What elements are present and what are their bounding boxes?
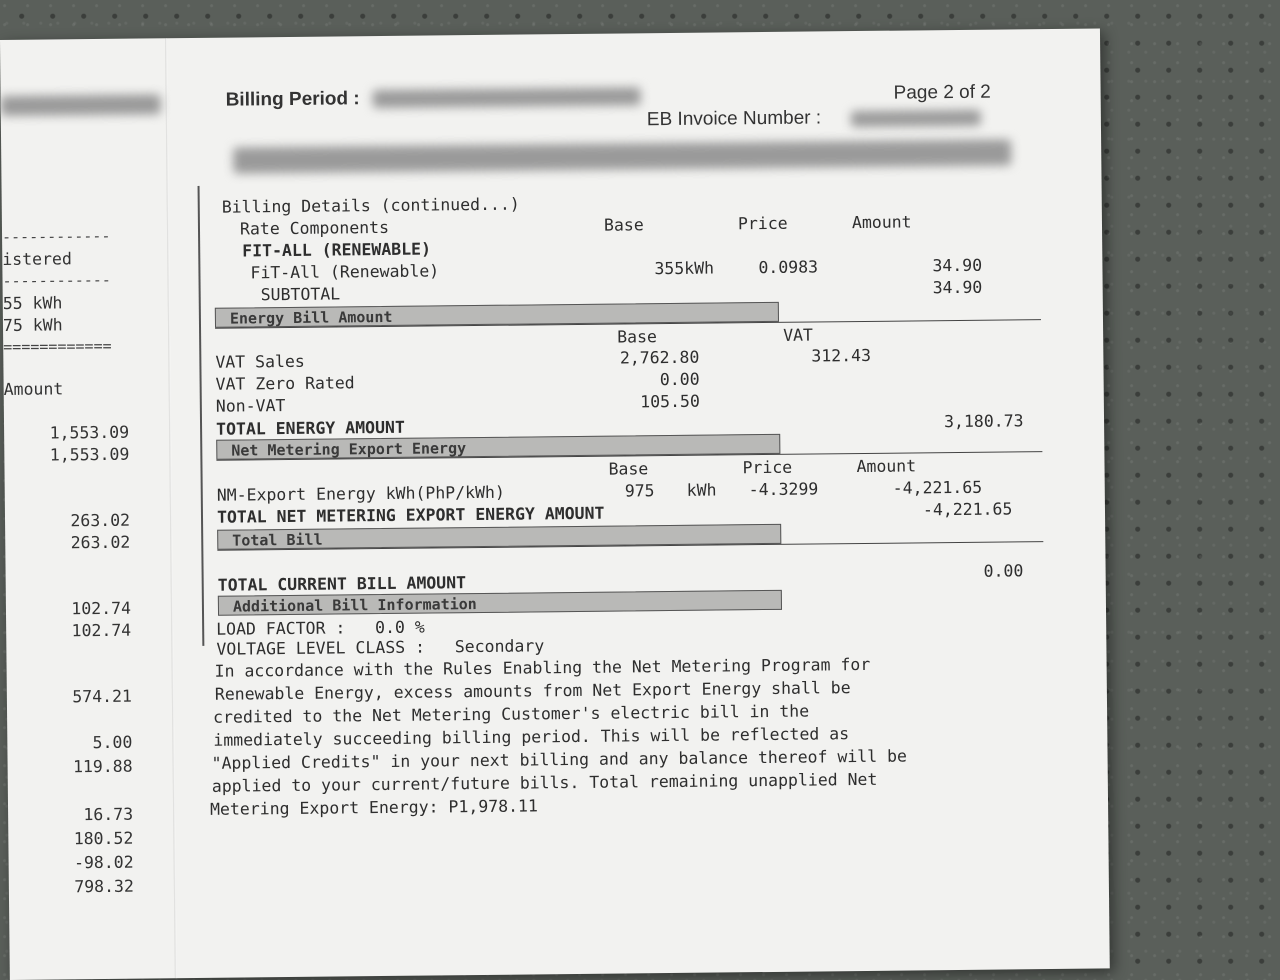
left-border-line xyxy=(198,186,205,646)
voltage-level-class: VOLTAGE LEVEL CLASS : Secondary xyxy=(216,636,545,659)
fit-all-price: 0.0983 xyxy=(758,257,819,278)
nm-col-base: Base xyxy=(608,459,649,479)
nm-export-label: NM-Export Energy kWh(PhP/kWh) xyxy=(216,482,505,505)
col-rate-components: Rate Components xyxy=(239,217,390,239)
left-value: 119.88 xyxy=(72,756,133,777)
subtotal-label: SUBTOTAL xyxy=(260,284,341,305)
redacted-name xyxy=(1,94,161,116)
bill-page xyxy=(0,28,1110,979)
vat-sales-label: VAT Sales xyxy=(215,351,305,372)
non-vat-base: 105.50 xyxy=(640,391,700,412)
left-kwh-2: 75 kWh xyxy=(2,315,63,335)
subtotal-value: 34.90 xyxy=(932,277,983,298)
left-value: 102.74 xyxy=(71,598,132,619)
total-current-bill-label: TOTAL CURRENT BILL AMOUNT xyxy=(217,573,467,595)
fit-all-label: FiT-All (Renewable) xyxy=(250,261,440,283)
load-factor: LOAD FACTOR : 0.0 % xyxy=(216,617,425,639)
fit-all-amount: 34.90 xyxy=(932,255,983,276)
billing-period-label: Billing Period : xyxy=(225,88,360,111)
section-total-bill-label: Total Bill xyxy=(232,530,323,550)
notice-line: In accordance with the Rules Enabling the Net Metering Program for xyxy=(214,654,871,681)
left-value: 574.21 xyxy=(72,686,132,707)
left-value: 5.00 xyxy=(92,732,133,753)
non-vat-label: Non-VAT xyxy=(215,396,286,416)
page-number: Page 2 of 2 xyxy=(893,81,991,104)
nm-export-price: -4.3299 xyxy=(748,479,819,500)
vat-zero-rated-label: VAT Zero Rated xyxy=(215,373,355,394)
section-net-metering-label: Net Metering Export Energy xyxy=(231,439,467,460)
left-value: 102.74 xyxy=(71,620,132,641)
notice-line: Renewable Energy, excess amounts from Net Export Energy shall be xyxy=(214,678,851,704)
left-value: -98.02 xyxy=(73,852,134,873)
left-value: 16.73 xyxy=(83,804,134,825)
energy-col-base: Base xyxy=(617,327,657,347)
section-additional-info-label: Additional Bill Information xyxy=(232,595,477,616)
left-value: 180.52 xyxy=(73,828,134,849)
vat-zero-rated-base: 0.00 xyxy=(659,369,700,390)
billing-details-title: Billing Details (continued...) xyxy=(221,194,520,217)
energy-col-vat: VAT xyxy=(783,325,814,345)
nm-col-amount: Amount xyxy=(856,456,917,477)
fit-all-base: 355kWh xyxy=(654,258,715,279)
total-current-bill-value: 0.00 xyxy=(983,561,1024,581)
total-energy-label: TOTAL ENERGY AMOUNT xyxy=(215,417,405,439)
invoice-number-label: EB Invoice Number : xyxy=(646,107,822,131)
total-nm-value: -4,221.65 xyxy=(922,499,1013,520)
col-price: Price xyxy=(737,213,788,234)
redacted-invoice xyxy=(851,110,981,127)
left-divider: ------------ xyxy=(1,226,111,246)
notice-line: "Applied Credits" in your next billing and any balance thereof will be xyxy=(211,746,908,773)
notice-line: applied to your current/future bills. Total remaining unapplied Net xyxy=(211,769,878,796)
paper-fold xyxy=(165,38,177,978)
notice-line: immediately succeeding billing period. This will be reflected as xyxy=(213,724,850,750)
left-registered: istered xyxy=(2,249,72,269)
left-divider: ------------ xyxy=(2,270,111,290)
nm-export-base: 975 xyxy=(624,481,655,501)
left-kwh-1: 55 kWh xyxy=(2,293,63,313)
col-amount: Amount xyxy=(851,212,912,233)
nm-export-amount: -4,221.65 xyxy=(892,477,983,498)
fit-all-header: FIT-ALL (RENEWABLE) xyxy=(242,239,432,261)
total-energy-value: 3,180.73 xyxy=(943,411,1024,432)
notice-line: Metering Export Energy: P1,978.11 xyxy=(209,796,538,819)
redacted-address xyxy=(233,139,1011,173)
left-value: 263.02 xyxy=(70,532,131,553)
vat-sales-vat: 312.43 xyxy=(811,345,872,366)
left-amount-label: Amount xyxy=(3,379,64,399)
nm-export-unit: kWh xyxy=(686,480,717,500)
left-value: 263.02 xyxy=(70,510,131,531)
left-value: 1,553.09 xyxy=(49,422,130,443)
section-energy-bill-label: Energy Bill Amount xyxy=(229,307,393,328)
col-base: Base xyxy=(603,215,644,235)
left-double-divider: ============ xyxy=(3,336,112,356)
total-nm-label: TOTAL NET METERING EXPORT ENERGY AMOUNT xyxy=(216,503,605,527)
nm-col-price: Price xyxy=(742,457,793,478)
left-value: 1,553.09 xyxy=(49,444,130,465)
notice-line: credited to the Net Metering Customer's electric bill in the xyxy=(213,701,810,727)
vat-sales-base: 2,762.80 xyxy=(619,347,700,368)
left-value: 798.32 xyxy=(74,876,134,897)
redacted-period xyxy=(373,87,641,108)
